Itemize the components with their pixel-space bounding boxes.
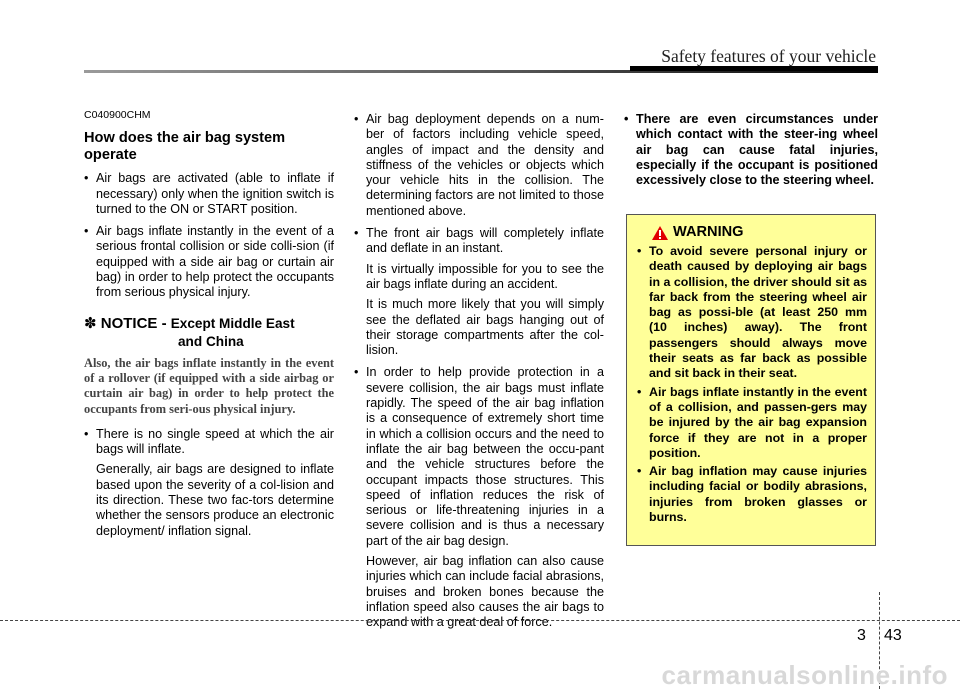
list-item-text: Air bags are activated (able to inflate if necessary) only when the ignition switch is turned to the ON or START position. (96, 171, 334, 216)
list-item (637, 385, 867, 461)
column-1 (84, 108, 334, 546)
list-item-text: Air bag deployment depends on a num-ber of factors including vehicle speed, angles of impact and the density and stiffness of the vehicles or objects which your vehicle hits in the collision. The determining factors are not limited to those mentioned above. (366, 112, 605, 218)
section-heading: How does the air bag system operate (84, 130, 286, 163)
warning-list (637, 244, 867, 525)
list-item (637, 464, 867, 525)
watermark: carmanualsonline.info (661, 660, 948, 690)
column-3 (624, 112, 878, 195)
list-item-text: To avoid severe personal injury or death caused by deploying air bags in a collision, the driver should sit as far back from the steering wheel air bag as possi-ble (at least 250 mm (10 inches) away). The front passengers should always move their seats as far back as possible and sit back in their seat. (649, 244, 867, 381)
list-item-text: Air bags inflate instantly in the event of a serious frontal collision or side colli-sion (if equipped with a side air bag or curtain air bag) in order to help protect the occupants from serious physical injury. (96, 224, 334, 300)
list-item-text: The front air bags will completely inflate and deflate in an instant. (366, 226, 604, 256)
warning-triangle-icon (651, 225, 669, 241)
list-item (624, 112, 878, 188)
list-item-subtext: It is much more likely that you will simply see the deflated air bags hanging out of their storage compartments after the col-lision. (366, 297, 604, 358)
column-2 (354, 112, 604, 638)
list-item (84, 427, 334, 539)
list-item-text: Air bags inflate instantly in the event of a collision, and passen-gers may be injured by the air bag expansion force if they are not in a proper position. (649, 384, 867, 460)
list-item-text: There are even circumstances under which contact with the steer-ing wheel air bag can cause fatal injuries, especially if the occupant is positioned excessively close to the steering wheel. (636, 112, 878, 188)
warning-title: WARNING (673, 224, 744, 241)
list-item-subtext: Generally, air bags are designed to inflate based upon the severity of a col-lision and its direction. These two fac-tors determine whether the sensors produce an electronic deployment/ inflation signal. (96, 462, 334, 538)
warning-title-row (651, 225, 867, 241)
page-number: 43 (884, 627, 902, 644)
page-header-title: Safety features of your vehicle (661, 46, 876, 66)
bullet-list (84, 171, 334, 300)
warning-box (626, 214, 876, 546)
list-item-text: In order to help provide protection in a severe collision, the air bags must inflate rapidly. The speed of the air bag inflation is a consequence of extremely short time in which a collision occurs and the need to inflate the air bag between the occu-pant and the vehicle structures before the occupant impacts those structures. This speed of inflation reduces the risk of serious or life-threatening injuries in a severe collision and is thus a necessary part of the air bag design. (366, 365, 604, 548)
notice-body: Also, the air bags inflate instantly in the event of a rollover (if equipped with a side airbag or curtain air bag) in order to help protect the occupants from seri-ous physical injury. (84, 355, 334, 416)
list-item (84, 224, 334, 300)
bullet-list (624, 112, 878, 188)
footer-rule (0, 620, 960, 621)
list-item-text: Air bag inflation may cause injuries including facial or bodily abrasions, injuries from broken glasses or burns. (649, 464, 867, 525)
list-item-text: There is no single speed at which the air bags will inflate. (96, 426, 334, 457)
bullet-list-2 (84, 427, 334, 539)
list-item (84, 171, 334, 217)
notice-mark: ✽ NOTICE - (84, 314, 167, 332)
notice-heading (84, 315, 334, 350)
list-item (354, 365, 604, 630)
list-item (637, 244, 867, 382)
list-item-subtext: It is virtually impossible for you to see the air bags inflate during an accident. (366, 261, 604, 291)
notice-title-line2: and China (178, 333, 244, 349)
list-item-subtext: However, air bag inflation can also cause injuries which can include facial abrasions, bruises and broken bones because the inflation speed also causes the air bags to expand with a great deal of force. (366, 554, 604, 630)
bullet-list (354, 112, 604, 631)
section-code: C040900CHM (84, 109, 151, 121)
header-rule-accent (630, 66, 878, 71)
list-item (354, 112, 604, 219)
notice-title-line1: Except Middle East (170, 315, 295, 331)
chapter-number: 3 (857, 627, 866, 644)
list-item (354, 226, 604, 358)
